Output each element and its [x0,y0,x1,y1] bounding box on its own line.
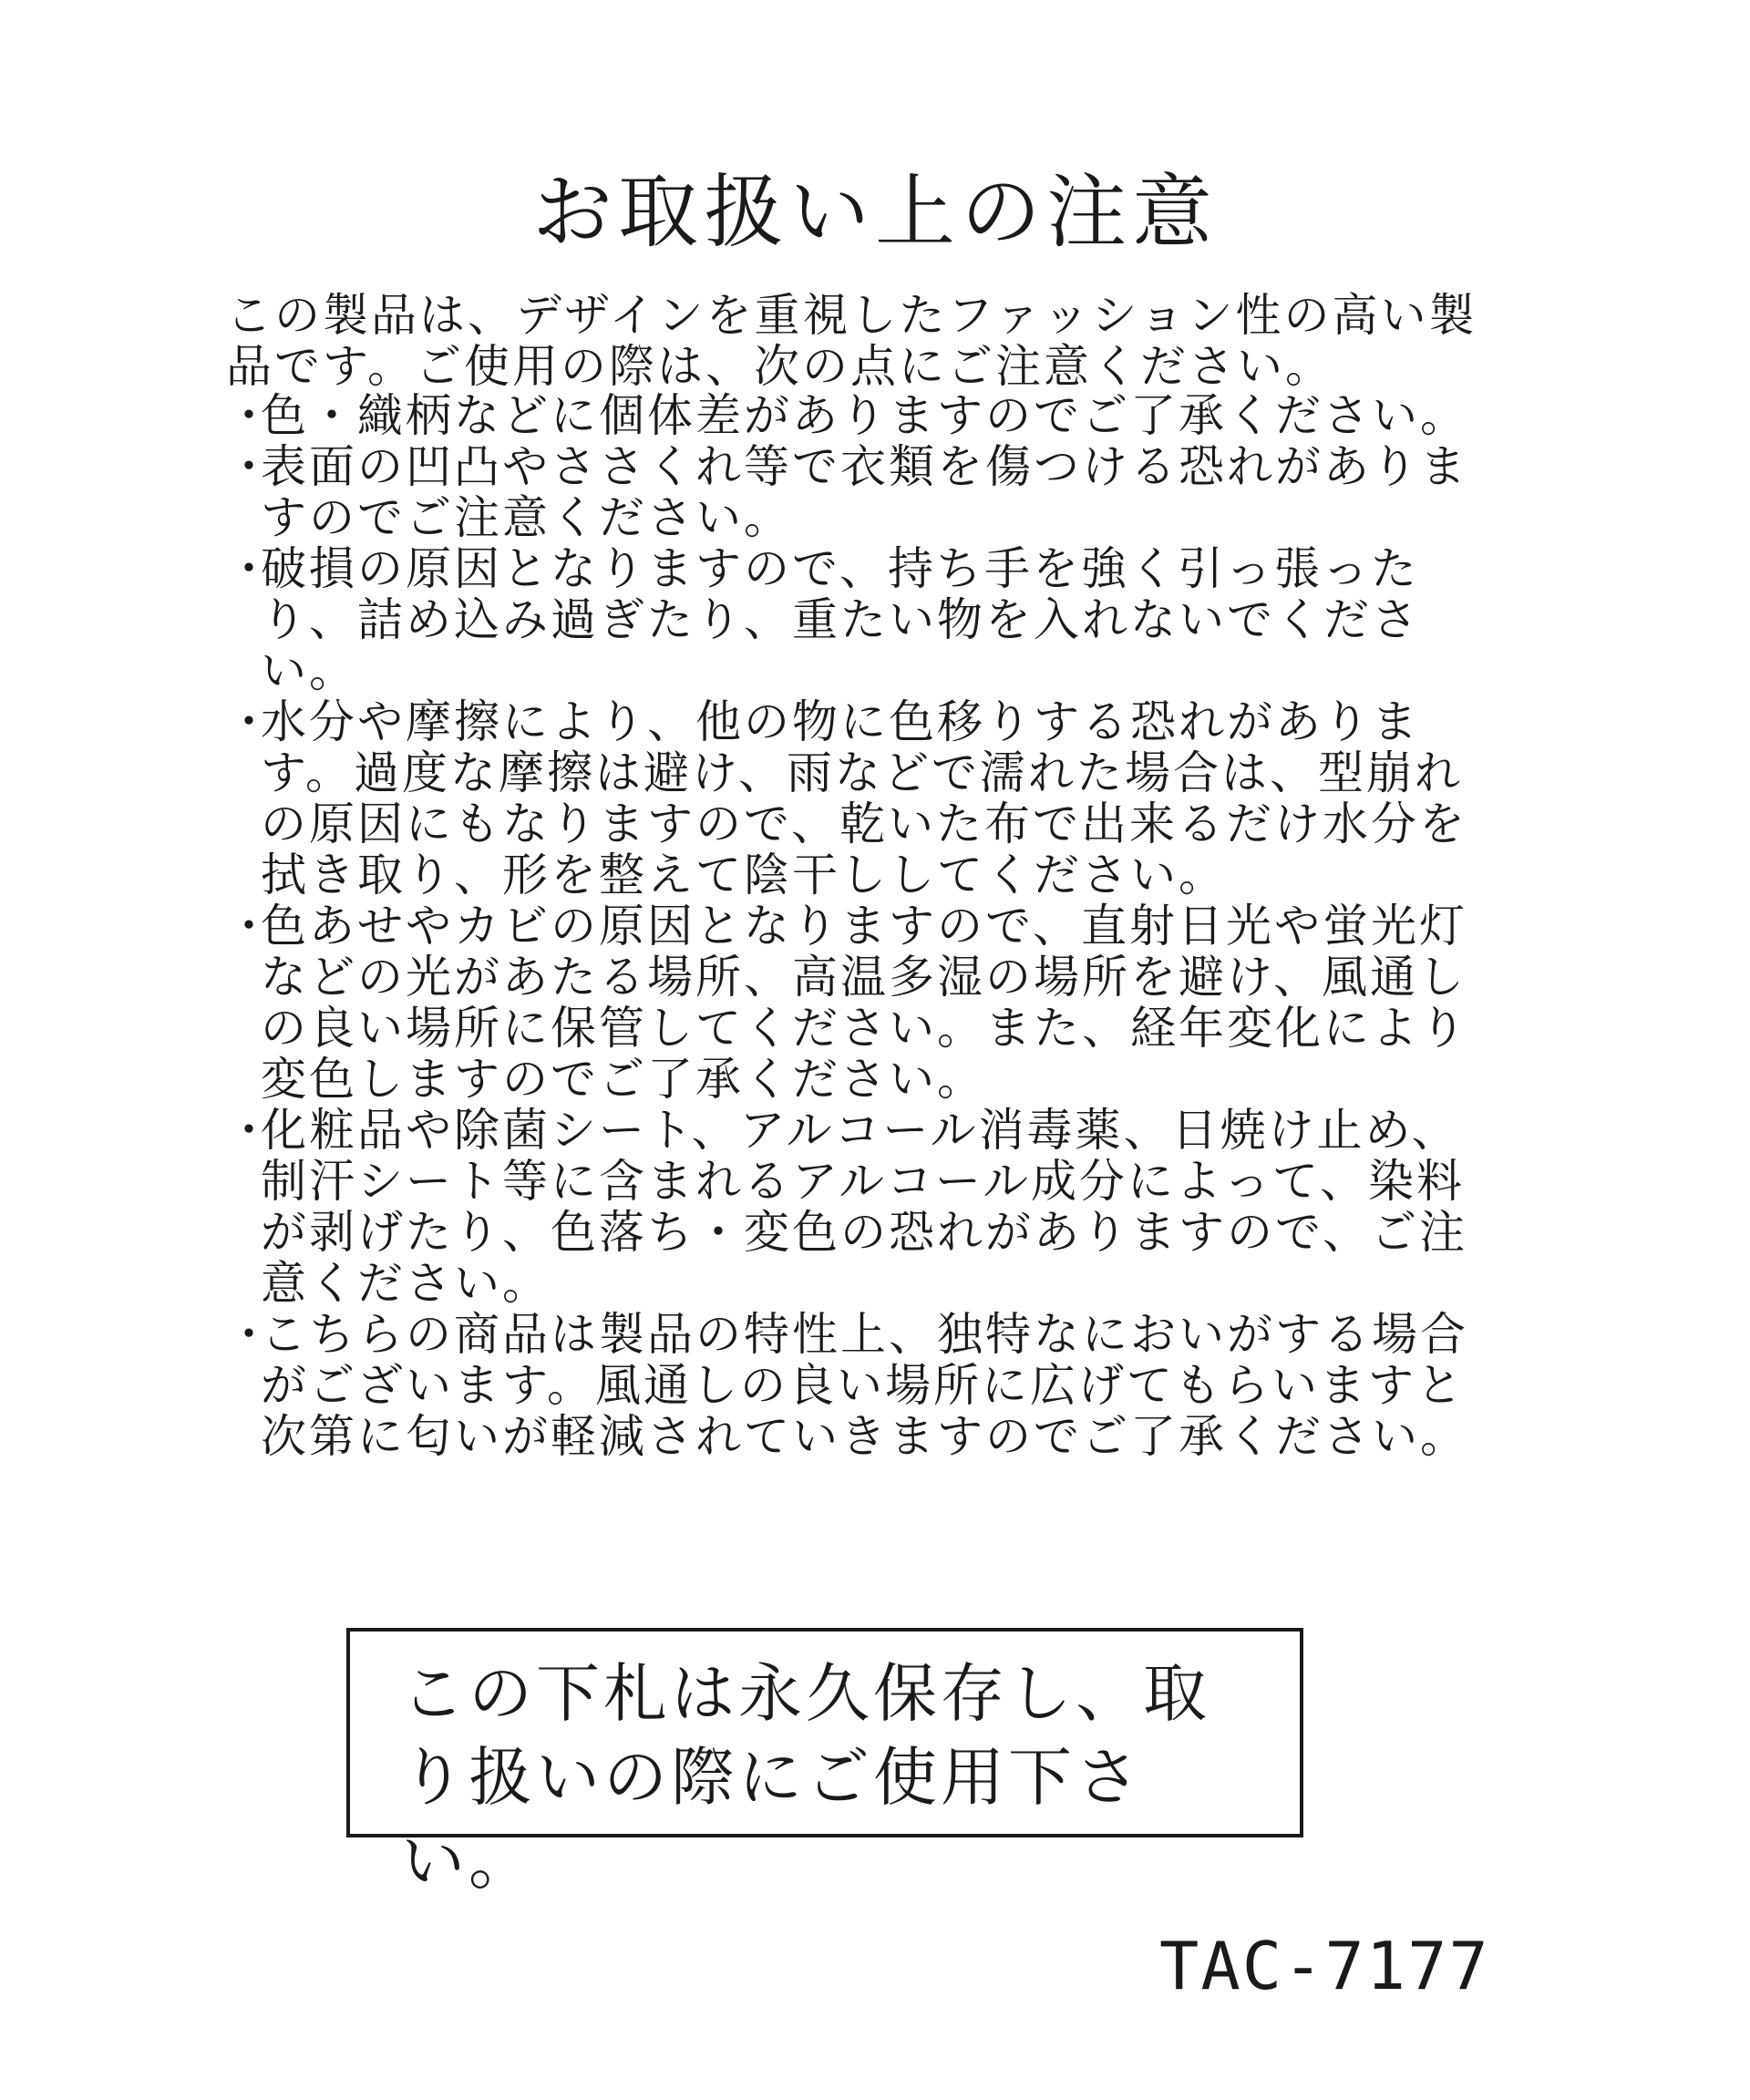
bullet-marker: ・ [226,900,274,952]
caution-item [226,441,1502,543]
caution-text: 破損の原因となりますので、持ち手を強く引っ張ったり、詰め込み過ぎたり、重たい物を入れないでください。 [261,542,1420,697]
caution-text: 色・織柄などに個体差がありますのでご了承ください。 [261,389,1468,442]
caution-item [226,696,1502,901]
product-code: TAC-7177 [1159,1928,1490,2004]
caution-item [226,901,1502,1105]
caution-item [226,390,1502,441]
caution-item [226,543,1502,696]
bullet-marker: ・ [226,440,274,493]
caution-text: 色あせやカビの原因となりますので、直射日光や蛍光灯などの光があたる場所、高温多湿の場所を避け、風通しの良い場所に保管してください。また、経年変化により変色しますのでご了承ください。 [261,900,1468,1106]
caution-list [226,390,1502,1462]
bullet-marker: ・ [226,542,274,595]
caution-item [226,1309,1502,1462]
caution-text: 表面の凹凸やささくれ等で衣類を傷つける恐れがありますのでご注意ください。 [261,440,1468,544]
intro-text: この製品は、デザインを重視したファッション性の高い製品です。ご使用の際は、次の点にご注意ください。 [226,289,1477,393]
bullet-marker: ・ [226,695,274,748]
caution-text: 化粧品や除菌シート、アルコール消毒薬、日焼け止め、制汗シート等に含まれるアルコール成分によって、染料が剥げたり、色落ち・変色の恐れがありますので、ご注意ください。 [261,1104,1467,1310]
keep-tag-notice: この下札は永久保存し、取り扱いの際にご使用下さい。 [346,1628,1303,1838]
caution-text: こちらの商品は製品の特性上、独特なにおいがする場合がございます。風通しの良い場所に広げてもらいますと次第に匂いが軽減されていきますのでご了承ください。 [261,1308,1468,1463]
caution-item [226,1105,1502,1309]
page-title: お取扱い上の注意 [531,165,1218,259]
bullet-marker: ・ [226,1308,274,1361]
bullet-marker: ・ [226,1104,274,1157]
bullet-marker: ・ [226,389,274,442]
caution-text: 水分や摩擦により、他の物に色移りする恐れがあります。過度な摩擦は避け、雨などで濡れた場合は、型崩れの原因にもなりますので、乾いた布で出来るだけ水分を拭き取り、形を整えて陰干ししてください。 [261,695,1467,901]
